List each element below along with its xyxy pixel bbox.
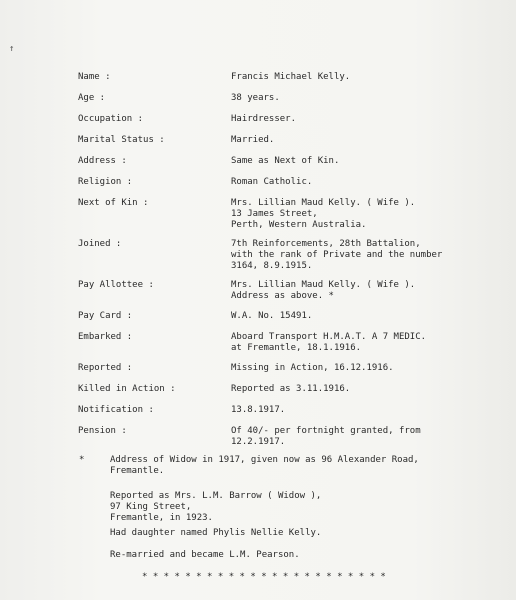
field-value-line: Missing in Action, 16.12.1916. (231, 363, 394, 373)
field-value-line: Married. (231, 135, 275, 145)
field-value-line: Mrs. Lillian Maud Kelly. ( Wife ). (231, 198, 416, 208)
field-label: Occupation : (78, 114, 144, 124)
footer-asterisks: * * * * * * * * * * * * * * * * * * * * * * * (142, 572, 386, 582)
note-line: 97 King Street, (110, 502, 192, 512)
field-value (231, 405, 285, 416)
field-value (231, 177, 312, 188)
field-value-line: Address as above. * (231, 291, 334, 301)
field-value-line: Hairdresser. (231, 114, 297, 124)
field-label: Age : (78, 93, 106, 103)
field-value-line: Francis Michael Kelly. (231, 72, 351, 82)
field-value-line: 12.2.1917. (231, 437, 286, 447)
field-label: Religion : (78, 177, 133, 187)
field-label: Next of Kin : (78, 198, 149, 208)
field-value-line: Reported as 3.11.1916. (231, 384, 351, 394)
field-value (231, 239, 442, 272)
field-value (231, 156, 339, 167)
field-label: Joined : (78, 239, 122, 249)
field-label: Pay Card : (78, 311, 133, 321)
field-value (231, 198, 415, 231)
field-label: Reported : (78, 363, 133, 373)
field-value-line: W.A. No. 15491. (231, 311, 313, 321)
field-value (231, 426, 421, 448)
note-line: Had daughter named Phylis Nellie Kelly. (110, 528, 322, 538)
field-value-line: 3164, 8.9.1915. (231, 261, 313, 271)
field-value-line: Same as Next of Kin. (231, 156, 340, 166)
field-label: Embarked : (78, 332, 133, 342)
field-value-line: Perth, Western Australia. (231, 220, 367, 230)
field-value (231, 332, 426, 354)
field-value-line: 38 years. (231, 93, 280, 103)
field-label: Pay Allottee : (78, 280, 154, 290)
field-value-line: 7th Reinforcements, 28th Battalion, (231, 239, 421, 249)
note-line: Reported as Mrs. L.M. Barrow ( Widow ), (110, 491, 322, 501)
field-label: Pension : (78, 426, 127, 436)
note-line: Fremantle. (110, 466, 165, 476)
field-value (231, 93, 280, 104)
field-value-line: 13.8.1917. (231, 405, 286, 415)
field-label: Notification : (78, 405, 154, 415)
field-label: Killed in Action : (78, 384, 176, 394)
field-value (231, 135, 274, 146)
note-line: Fremantle, in 1923. (110, 513, 213, 523)
field-value (231, 363, 394, 374)
field-value-line: Of 40/- per fortnight granted, from (231, 426, 421, 436)
note-line: Address of Widow in 1917, given now as 96 Alexander Road, (110, 455, 419, 465)
field-value-line: with the rank of Private and the number (231, 250, 443, 260)
field-label: Name : (78, 72, 111, 82)
notes-asterisk: * (79, 455, 85, 465)
field-value (231, 72, 350, 83)
note-line: Re-married and became L.M. Pearson. (110, 550, 300, 560)
field-value (231, 114, 296, 125)
field-label: Address : (78, 156, 127, 166)
field-value (231, 311, 312, 322)
field-value-line: Mrs. Lillian Maud Kelly. ( Wife ). (231, 280, 416, 290)
field-value-line: 13 James Street, (231, 209, 318, 219)
field-value (231, 384, 350, 395)
field-value-line: Aboard Transport H.M.A.T. A 7 MEDIC. (231, 332, 427, 342)
field-value (231, 280, 415, 302)
margin-mark: ↑ (9, 44, 15, 54)
field-value-line: at Fremantle, 18.1.1916. (231, 343, 362, 353)
field-value-line: Roman Catholic. (231, 177, 313, 187)
field-label: Marital Status : (78, 135, 165, 145)
